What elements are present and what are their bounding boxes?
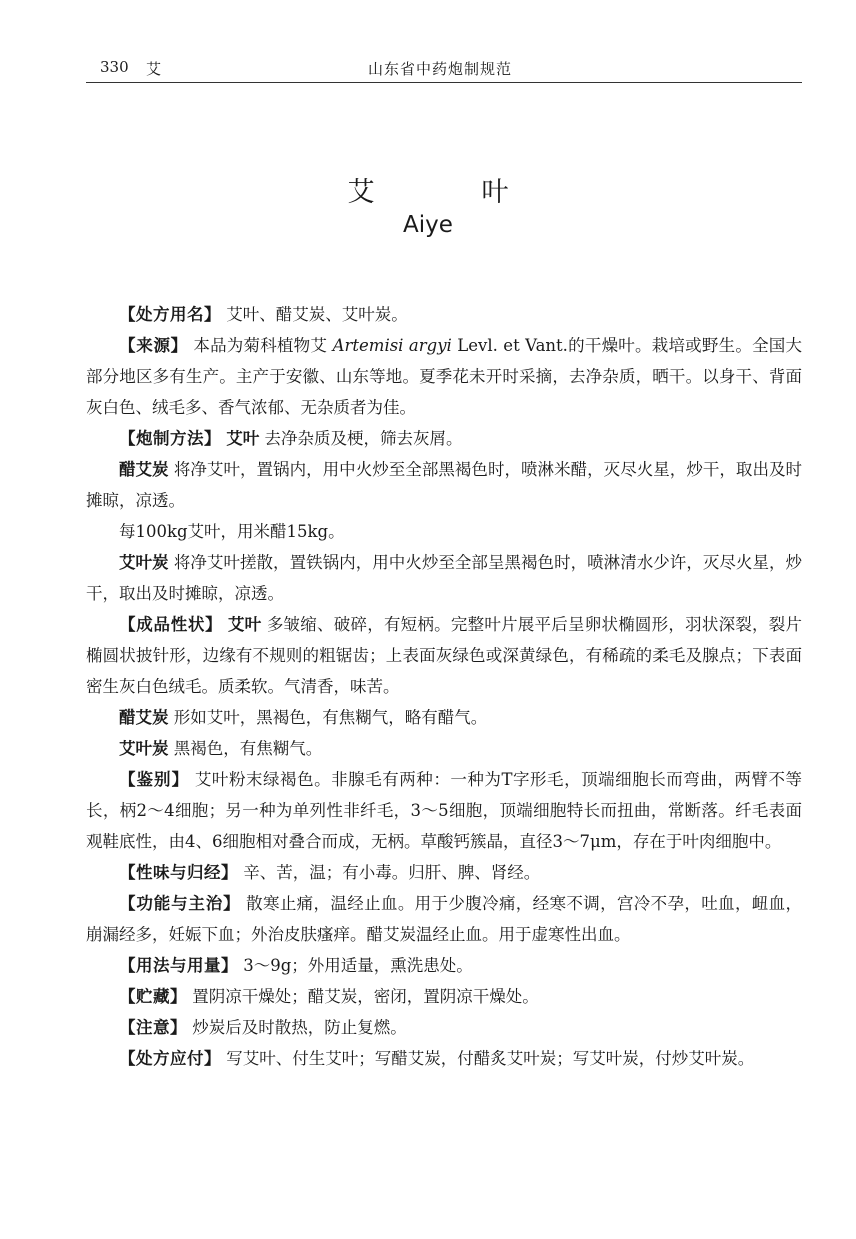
source-text-a: 本品为菊科植物艾 <box>193 336 328 355</box>
processing-aiye-text: 去净杂质及梗，筛去灰屑。 <box>264 429 463 448</box>
caution-text: 炒炭后及时散热，防止复燃。 <box>192 1018 407 1037</box>
header-rule <box>86 82 802 83</box>
heading-caution: 【注意】 <box>119 1018 187 1037</box>
heading-processing: 【炮制方法】 <box>119 429 221 448</box>
paragraph-characters-cuaitan <box>86 702 802 733</box>
latin-author: Levl. et Vant. <box>457 336 568 355</box>
paragraph-identification <box>86 764 802 857</box>
prescription-text: 写艾叶、付生艾叶；写醋艾炭，付醋炙艾叶炭；写艾叶炭，付炒艾叶炭。 <box>226 1049 755 1068</box>
source-text-b: 的干燥叶。栽培或野生。全国大部分地区多有生产。主产于安徽、山东等地。夏季花未开时采摘，去净杂质，晒干。以身干、背面灰白色、绒毛多、香气浓郁、无杂质者为佳。 <box>86 336 803 417</box>
subheading-char-aiye: 艾叶 <box>227 615 262 634</box>
heading-function: 【功能与主治】 <box>119 894 241 913</box>
processing-cuaitan-text: 将净艾叶，置锅内，用中火炒至全部黑褐色时，喷淋米醋，灭尽火星，炒干，取出及时摊晾，凉透。 <box>86 460 803 510</box>
nature-text: 辛、苦，温；有小毒。归肝、脾、肾经。 <box>243 863 541 882</box>
page-title: 艾 叶 <box>347 177 549 208</box>
function-text: 散寒止痛，温经止血。用于少腹冷痛，经寒不调，宫冷不孕，吐血，衄血，崩漏经多，妊娠下血；外治皮肤瘙痒。醋艾炭温经止血。用于虚寒性出血。 <box>86 894 803 944</box>
characters-aiye-text: 多皱缩、破碎，有短柄。完整叶片展平后呈卵状椭圆形，羽状深裂，裂片椭圆状披针形，边缘有不规则的粗锯齿；上表面灰绿色或深黄绿色，有稀疏的柔毛及腺点；下表面密生灰白色绒毛。质柔软。气清香，味苦。 <box>86 615 803 696</box>
paragraph-characters-aiyetan <box>86 733 802 764</box>
paragraph-nature <box>86 857 802 888</box>
paragraph-dosage-note: 每100kg艾叶，用米醋15kg。 <box>119 522 345 541</box>
section-character: 艾 <box>146 60 162 78</box>
characters-cuaitan-text: 形如艾叶，黑褐色，有焦糊气，略有醋气。 <box>173 708 488 727</box>
paragraph-storage <box>86 981 802 1012</box>
paragraph-source <box>86 330 802 423</box>
heading-nature: 【性味与归经】 <box>119 863 238 882</box>
usage-text: 3～9g；外用适量，熏洗患处。 <box>243 956 473 975</box>
storage-text: 置阴凉干燥处；醋艾炭，密闭，置阴凉干燥处。 <box>192 987 539 1006</box>
paragraph-characters-aiye <box>86 609 802 702</box>
pinyin-title: Aiye <box>403 212 453 238</box>
subheading-cuaitan: 醋艾炭 <box>119 460 169 479</box>
paragraph-processing-aiye <box>86 423 802 454</box>
heading-storage: 【贮藏】 <box>119 987 187 1006</box>
processing-aiyetan-text: 将净艾叶搓散，置铁锅内，用中火炒至全部呈黑褐色时，喷淋清水少许，灭尽火星，炒干，取出及时摊晾，凉透。 <box>86 553 803 603</box>
heading-characters: 【成品性状】 <box>119 615 223 634</box>
names-text: 艾叶、醋艾炭、艾叶炭。 <box>226 305 408 324</box>
paragraph-usage <box>86 950 802 981</box>
heading-names: 【处方用名】 <box>119 305 221 324</box>
paragraph-processing-aiyetan <box>86 547 802 609</box>
characters-aiyetan-text: 黑褐色，有焦糊气。 <box>173 739 323 758</box>
heading-source: 【来源】 <box>119 336 188 355</box>
monograph-body <box>86 299 802 1074</box>
subheading-aiyetan: 艾叶炭 <box>119 553 169 572</box>
subheading-char-cuaitan: 醋艾炭 <box>119 708 169 727</box>
page-number: 330 <box>100 58 129 76</box>
paragraph-processing-cuaitan <box>86 454 802 516</box>
heading-usage: 【用法与用量】 <box>119 956 238 975</box>
identification-text: 艾叶粉末绿褐色。非腺毛有两种：一种为T字形毛，顶端细胞长而弯曲，两臂不等长，柄2～4细胞；另一种为单列性非纤毛，3～5细胞，顶端细胞特长而扭曲，常断落。纤毛表面观鞋底性，由4、6细胞相对叠合而成，无柄。草酸钙簇晶，直径3～7μm，存在于叶肉细胞中。 <box>86 770 802 851</box>
latin-binomial: Artemisi argyi <box>332 336 452 355</box>
heading-prescription: 【处方应付】 <box>119 1049 221 1068</box>
subheading-aiye: 艾叶 <box>226 429 260 448</box>
paragraph-names <box>86 299 802 330</box>
paragraph-caution <box>86 1012 802 1043</box>
paragraph-prescription <box>86 1043 802 1074</box>
running-header <box>100 58 760 80</box>
book-title: 山东省中药炮制规范 <box>368 60 513 78</box>
subheading-char-aiyetan: 艾叶炭 <box>119 739 169 758</box>
heading-identification: 【鉴别】 <box>119 770 190 789</box>
paragraph-function <box>86 888 802 950</box>
